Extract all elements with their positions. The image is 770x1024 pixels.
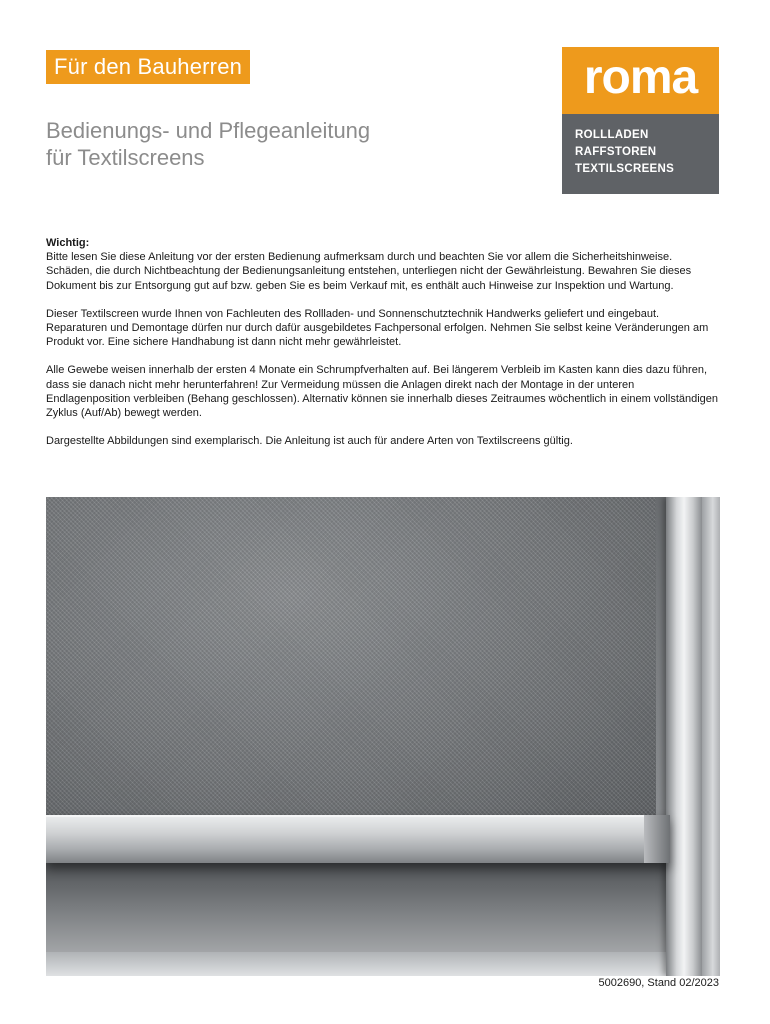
guide-rail-edge: [702, 497, 720, 976]
screen-fabric: [46, 497, 656, 824]
brand-logo: [562, 47, 719, 194]
product-photo: [46, 497, 720, 976]
product-line-raffstoren: RAFFSTOREN: [575, 146, 657, 158]
paragraph-illustrations: Dargestellte Abbildungen sind exemplarisch. Die Anleitung ist auch für andere Arten von Textilscreens gültig.: [46, 435, 573, 448]
audience-label: Für den Bauherren: [46, 50, 250, 84]
intro-text: [46, 236, 720, 462]
document-reference: 5002690, Stand 02/2023: [598, 977, 719, 989]
brand-product-lines: [562, 114, 719, 194]
document-title: [46, 117, 516, 171]
paragraph-safety: Bitte lesen Sie diese Anleitung vor der ersten Bedienung aufmerksam durch und beachten Sie vor allem die Sicherheitshinweise. Schäden, die durch Nichtbeachtung der Bedienungsanleitung entstehen, unterliegen nicht der Gewährleistung. Bewahren Sie dieses Dokument bis zur Entsorgung gut auf bzw. geben Sie es beim Verkauf mit, es enthält auch Hinweise zur Inspektion und Wartung.: [46, 251, 692, 292]
paragraph-installation: Dieser Textilscreen wurde Ihnen von Fachleuten des Rollladen- und Sonnenschutztechnik Handwerks geliefert und eingebaut. Reparaturen und Demontage dürfen nur durch dafür ausgebildetes Fachpersonal erfolgen. Nehmen Sie selbst keine Veränderungen am Produkt vor. Eine sichere Handhabung ist dann nicht mehr gewährleistet.: [46, 307, 709, 349]
document-title-line-1: Bedienungs- und Pflegeanleitung: [46, 118, 371, 143]
brand-logo-wordmark: roma: [562, 47, 719, 114]
window-sill: [46, 952, 666, 976]
paragraph-shrinkage: Alle Gewebe weisen innerhalb der ersten 4 Monate ein Schrumpfverhalten auf. Bei längerem Verbleib im Kasten kann dies dazu führen, dass sie danach nicht mehr herunterfahren! Zur Vermeidung müssen die Anlagen direkt nach der Montage in der unteren Endlagenposition verbleiben (Behang geschlossen). Alternativ können sie innerhalb dieses Zeitraumes wöchentlich in einem vollständigen Zyklus (Auf/Ab) bewegt werden.: [46, 364, 719, 420]
warning-heading: Wichtig:: [46, 237, 90, 249]
screen-bottom-bar: [46, 815, 670, 863]
product-line-textilscreens: TEXTILSCREENS: [575, 163, 675, 175]
product-line-rollladen: ROLLLADEN: [575, 129, 649, 141]
guide-rail: [666, 497, 702, 976]
document-title-line-2: für Textilscreens: [46, 145, 205, 170]
bottom-bar-end-cap: [644, 815, 670, 863]
